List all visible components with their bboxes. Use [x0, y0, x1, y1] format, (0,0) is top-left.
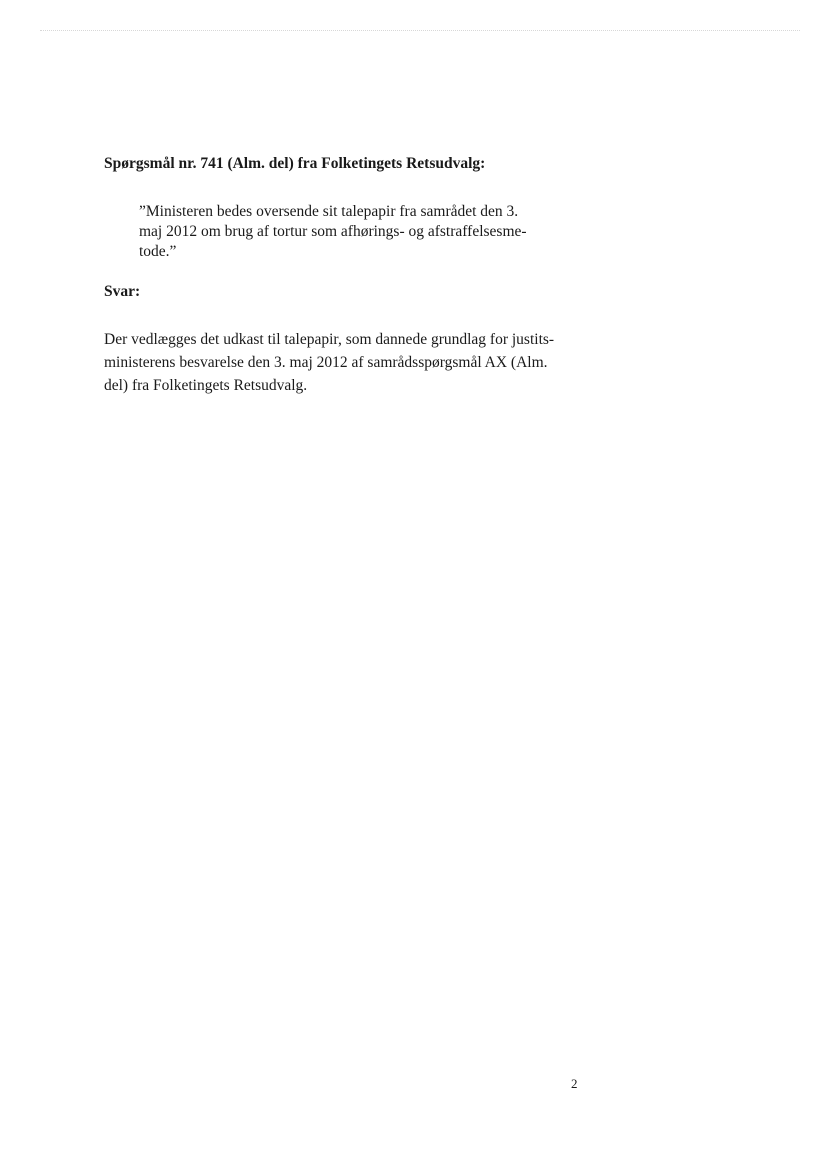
question-quote: [139, 202, 579, 262]
answer-heading: Svar:: [104, 283, 141, 300]
answer-line: ministerens besvarelse den 3. maj 2012 af samrådsspørgsmål AX (Alm.: [104, 354, 548, 371]
answer-body: [104, 328, 604, 397]
answer-line: del) fra Folketingets Retsudvalg.: [104, 377, 308, 394]
page-number: 2: [571, 1076, 578, 1091]
scan-artifact-line: [40, 30, 800, 31]
question-line: tode.”: [139, 243, 177, 260]
question-line: ”Ministeren bedes oversende sit talepapir fra samrådet den 3.: [139, 203, 519, 220]
answer-line: Der vedlægges det udkast til talepapir, som dannede grundlag for justits-: [104, 331, 555, 348]
question-line: maj 2012 om brug af tortur som afhørings- og afstraffelsesme-: [139, 223, 527, 240]
question-heading: Spørgsmål nr. 741 (Alm. del) fra Folketingets Retsudvalg:: [104, 155, 486, 172]
